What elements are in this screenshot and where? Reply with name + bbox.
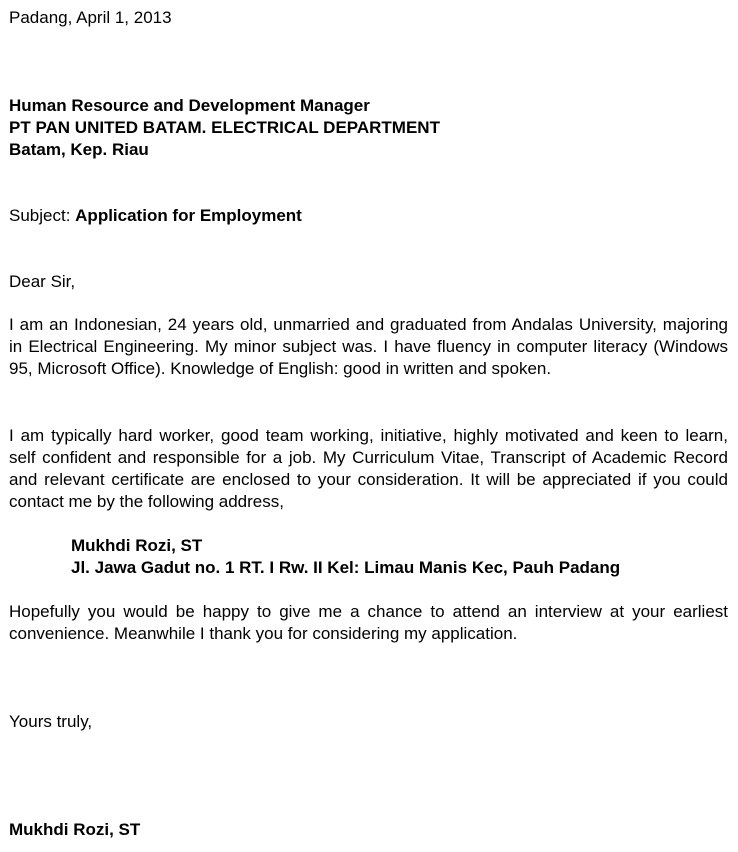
letter-date: Padang, April 1, 2013 (9, 8, 172, 27)
signature-name: Mukhdi Rozi, ST (9, 820, 141, 839)
subject-line (9, 205, 728, 227)
closing-phrase: Yours truly, (9, 712, 93, 731)
paragraph-background: I am an Indonesian, 24 years old, unmarried and graduated from Andalas University, majoring in Electrical Engineering. My minor subject was. I have fluency in computer literacy (Windows 95, Microsoft Office). Knowledge of English: good in written and spoken. (9, 315, 728, 378)
recipient-company: PT PAN UNITED BATAM. ELECTRICAL DEPARTMENT (9, 118, 440, 137)
salutation: Dear Sir, (9, 272, 76, 291)
address-street: Jl. Jawa Gadut no. 1 RT. I Rw. II Kel: Limau Manis Kec, Pauh Padang (71, 558, 621, 577)
paragraph-qualities: I am typically hard worker, good team working, initiative, highly motivated and keen to learn, self confident and responsible for a job. My Curriculum Vitae, Transcript of Academic Record and relevant certificate are enclosed to your consideration. It will be appreciated if you could contact me by the following address, (9, 426, 728, 511)
paragraph-closing: Hopefully you would be happy to give me a chance to attend an interview at your earliest convenience. Meanwhile I thank you for considering my application. (9, 602, 728, 643)
subject-label: Subject: (9, 206, 76, 225)
address-name: Mukhdi Rozi, ST (71, 536, 203, 555)
recipient-title: Human Resource and Development Manager (9, 96, 370, 115)
subject-value: Application for Employment (75, 206, 302, 225)
recipient-location: Batam, Kep. Riau (9, 140, 149, 159)
